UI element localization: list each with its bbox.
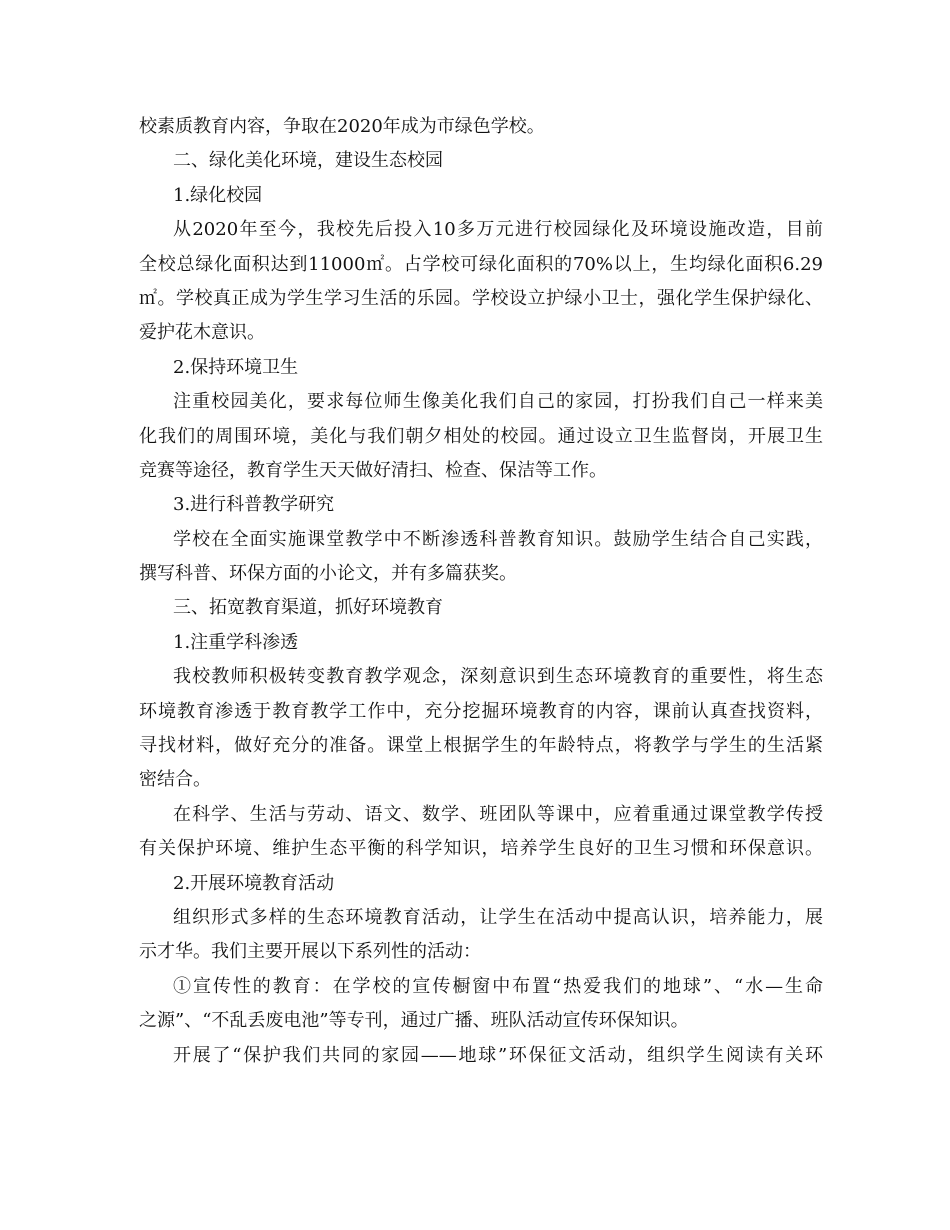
section-heading: 三、拓宽教育渠道，抓好环境教育 — [173, 597, 443, 619]
text-line: 爱护花木意识。 — [139, 322, 265, 344]
subsection-heading: 2.开展环境教育活动 — [173, 872, 335, 894]
text-line: 我校教师积极转变教育教学观念，深刻意识到生态环境教育的重要性，将生态 — [173, 666, 823, 688]
subsection-heading: 3.进行科普教学研究 — [173, 494, 335, 516]
text-line: ①宣传性的教育：在学校的宣传橱窗中布置“热爱我们的地球”、“水—生命 — [173, 975, 823, 997]
text-line: 化我们的周围环境，美化与我们朝夕相处的校园。通过设立卫生监督岗，开展卫生 — [139, 425, 823, 447]
text-line: 有关保护环境、维护生态平衡的科学知识，培养学生良好的卫生习惯和环保意识。 — [139, 838, 823, 860]
text-line: 环境教育渗透于教育教学工作中，充分挖掘环境教育的内容，课前认真查找资料， — [139, 700, 823, 722]
subsection-heading: 1.绿化校园 — [173, 184, 263, 206]
text-line: 从2020年至今，我校先后投入10多万元进行校园绿化及环境设施改造，目前 — [173, 219, 823, 241]
text-line: 寻找材料，做好充分的准备。课堂上根据学生的年龄特点，将教学与学生的生活紧 — [139, 735, 823, 757]
subsection-heading: 1.注重学科渗透 — [173, 631, 299, 653]
text-line: 竞赛等途径，教育学生天天做好清扫、检查、保洁等工作。 — [139, 459, 607, 481]
text-line: 学校在全面实施课堂教学中不断渗透科普教育知识。鼓励学生结合自己实践， — [173, 528, 823, 550]
text-line: 组织形式多样的生态环境教育活动，让学生在活动中提高认识，培养能力，展 — [173, 906, 823, 928]
text-line: 密结合。 — [139, 769, 211, 791]
section-heading: 二、绿化美化环境，建设生态校园 — [173, 150, 443, 172]
text-line: ㎡。学校真正成为学生学习生活的乐园。学校设立护绿小卫士，强化学生保护绿化、 — [139, 287, 823, 309]
text-line: 校素质教育内容，争取在2020年成为市绿色学校。 — [139, 116, 545, 137]
text-line: 在科学、生活与劳动、语文、数学、班团队等课中，应着重通过课堂教学传授 — [173, 803, 823, 825]
document-page — [139, 110, 823, 1073]
text-line: 撰写科普、环保方面的小论文，并有多篇获奖。 — [139, 563, 517, 585]
text-line: 之源”、“不乱丢废电池”等专刊，通过广播、班队活动宣传环保知识。 — [139, 1010, 689, 1032]
text-line: 开展了“保护我们共同的家园——地球”环保征文活动，组织学生阅读有关环 — [173, 1044, 823, 1066]
text-line: 全校总绿化面积达到11000㎡。占学校可绿化面积的70%以上，生均绿化面积6.29 — [139, 253, 823, 275]
text-line: 示才华。我们主要开展以下系列性的活动： — [139, 941, 481, 963]
subsection-heading: 2.保持环境卫生 — [173, 356, 299, 378]
text-line: 注重校园美化，要求每位师生像美化我们自己的家园，打扮我们自己一样来美 — [173, 391, 823, 413]
